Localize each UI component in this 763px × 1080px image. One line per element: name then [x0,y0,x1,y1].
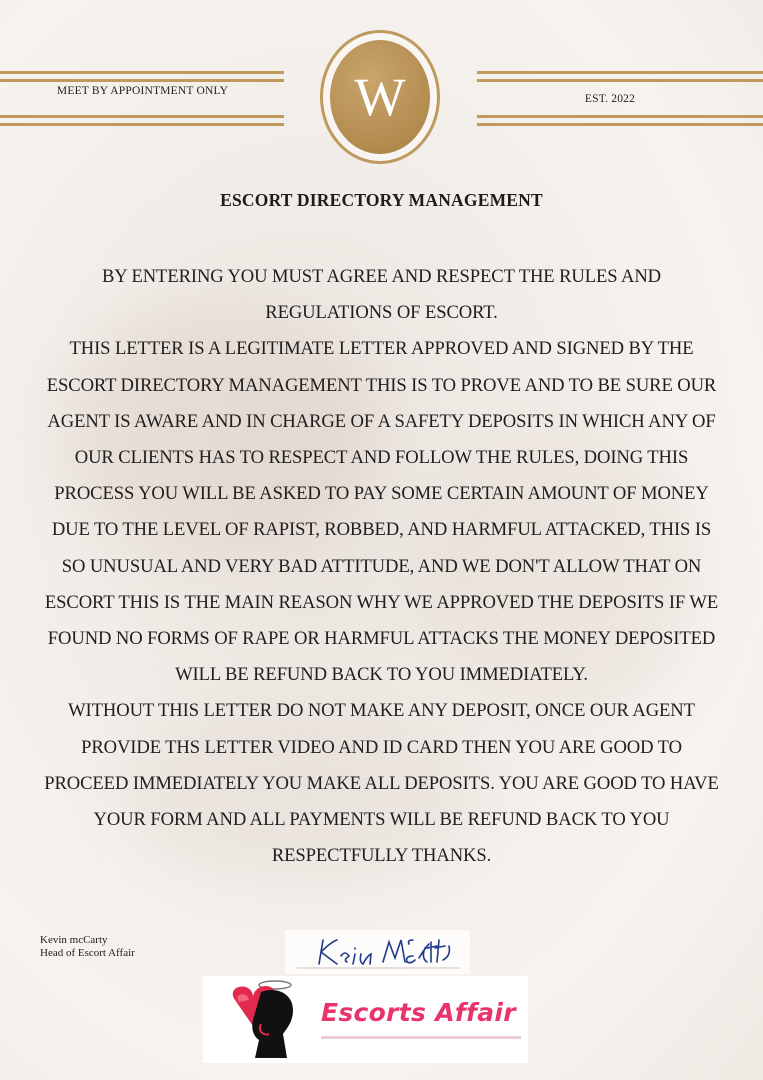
logo-tagline-line [321,1036,521,1039]
body-paragraph-1: BY ENTERING YOU MUST AGREE AND RESPECT THE RULES AND REGULATIONS OF ESCORT. [101,266,662,324]
signature [285,930,470,974]
signer-name: Kevin mcCarty [40,934,108,946]
header-rule-right-bottom [477,115,763,126]
letter-title: ESCORT DIRECTORY MANAGEMENT [220,190,543,210]
header-rule-left-top [0,71,284,82]
header-rule-right-top [477,71,763,82]
signer-block [40,934,135,960]
body-paragraph-2: THIS LETTER IS A LEGITIMATE LETTER APPROVED AND SIGNED BY THE ESCORT DIRECTORY MANAGEMENT THIS IS TO PROVE AND TO BE SURE OUR AGENT IS AWARE AND IN CHARGE OF A SAFETY DEPOSITS IN WHICH ANY OF OUR CLIENTS HAS TO RESPECT AND FOLLOW THE RULES, DOING THIS PROCESS YOU WILL BE ASKED TO PAY SOME CERTAIN AMOUNT OF MONEY DUE TO THE LEVEL OF RAPIST, ROBBED, AND HARMFUL ATTACKED, THIS IS SO UNUSUAL AND VERY BAD ATTITUDE, AND WE DON'T ALLOW THAT ON ESCORT THIS IS THE MAIN REASON WHY WE APPROVED THE DEPOSITS IF WE FOUND NO FORMS OF RAPE OR HARMFUL ATTACKS THE MONEY DEPOSITED WILL BE REFUND BACK TO YOU IMMEDIATELY. [44,338,719,686]
signer-role: Head of Escort Affair [40,947,135,959]
monogram-seal [320,30,440,164]
logo-wordmark: Escorts Affair [321,998,516,1027]
letter-body [38,259,725,874]
appointment-tag: MEET BY APPOINTMENT ONLY [56,85,229,97]
established-tag: EST. 2022 [584,93,636,105]
header-rule-left-bottom [0,115,284,126]
heart-silhouette-icon [217,976,327,1063]
seal-letter: W [330,40,430,154]
signature-scribble [285,930,470,974]
body-paragraph-3: WITHOUT THIS LETTER DO NOT MAKE ANY DEPOSIT, ONCE OUR AGENT PROVIDE THS LETTER VIDEO AND ID CARD THEN YOU ARE GOOD TO PROCEED IMMEDIATELY YOU MAKE ALL DEPOSITS. YOU ARE GOOD TO HAVE YOUR FORM AND ALL PAYMENTS WILL BE REFUND BACK TO YOU RESPECTFULLY THANKS. [44,700,719,867]
escorts-affair-logo [203,976,528,1063]
